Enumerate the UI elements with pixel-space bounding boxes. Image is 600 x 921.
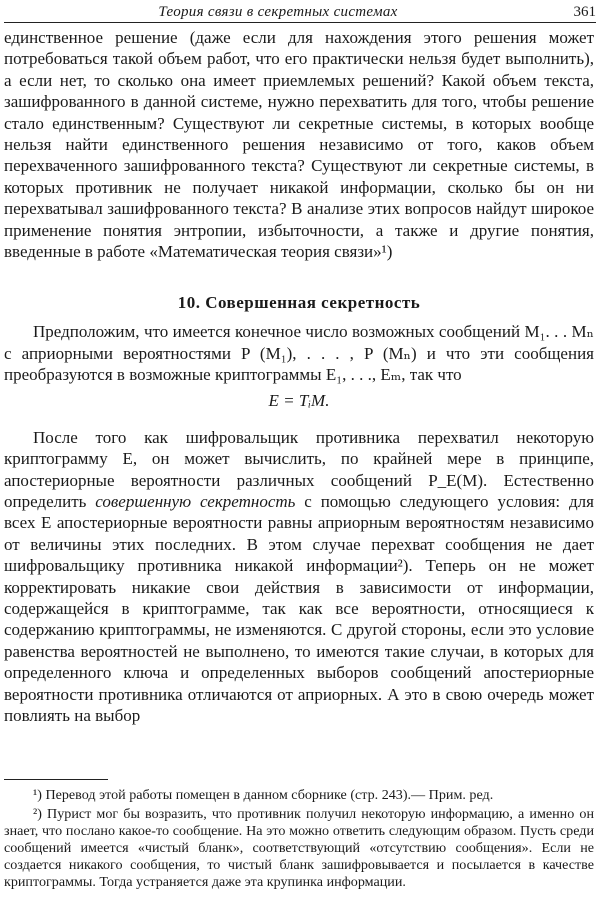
footnote-1: ¹) Перевод этой работы помещен в данном сборнике (стр. 243).— Прим. ред.	[33, 787, 494, 803]
paragraph-continuation: единственное решение (даже если для нахождения этого решения может потребоваться такой объем работ, что его практически нельзя будет выполнить), а если нет, то сколько она имеет приемлемых решений? Какой объем текста, зашифрованного в данной системе, нужно перехватить для того, чтобы решение стало единственным? Существуют ли секретные системы, в которых вообще нельзя найти единственного решения независимо от того, каков объем перехваченного зашифрованного текста? Существуют ли секретные системы, в которых противник не получает никакой информации, сколько бы он ни перехватывал зашифрованного текста? В анализе этих вопросов найдут широкое применение понятия энтропии, избыточности, а также и другие понятия, введенные в работе «Математическая теория связи»¹)	[4, 28, 594, 262]
body-text	[4, 27, 594, 726]
running-head	[4, 3, 596, 23]
defined-term: совершенную секретность	[95, 491, 296, 511]
paragraph-perfect-secrecy	[4, 427, 594, 727]
footnotes	[4, 787, 594, 891]
paragraph-text-end: с помощью следующего условия: для всех E апостериорные вероятности равны априорным вероятностям независимо от величины этих последних. В этом случае перехват сообщения не дает шифровальщику противника никакой информации²). Теперь он не может корректировать никакие свои действия в зависимости от информации, содержащейся в криптограмме, так как все вероятности, относящиеся к содержанию криптограммы, не изменяются. С другой стороны, если это условие равенства вероятностей не выполнено, то имеются такие случаи, в которых для определенного ключа и определенных выборов сообщений апостериорные вероятности противника отличаются от априорных. А это в свою очередь может повлиять на выбор	[4, 491, 594, 725]
paragraph-text-start: После того как шифровальщик противника перехватил некоторую криптограмму E, он может вычислить, по крайней мере в принципе, апостериорные вероятности различных сообщений P_E(M). Естественно определить	[4, 427, 594, 511]
running-title: Теория связи в секретных системах	[158, 4, 398, 20]
formula-encryption: E = TᵢM.	[268, 390, 330, 410]
footnote-divider	[4, 779, 108, 780]
page-number: 361	[573, 4, 596, 20]
paragraph-messages: Предположим, что имеется конечное число возможных сообщений M₁. . . Mₙ с априорными вероятностями P (M₁), . . . , P (Mₙ) и что эти сообщения преобразуются в возможные криптограммы E₁, . . ., Eₘ, так что	[4, 322, 594, 385]
section-heading: 10. Совершенная секретность	[177, 293, 421, 313]
footnote-2: ²) Пурист мог бы возразить, что противник получил некоторую информацию, а именно он знает, что послано какое-то сообщение. На это можно ответить следующим образом. Пусть среди сообщений имеется «чистый бланк», соответствующий «отсутствию сообщения». Если не создается никакого сообщения, то чистый бланк зашифровывается и посылается в качестве криптограммы. Тогда устраняется даже эта крупинка информации.	[4, 806, 594, 890]
